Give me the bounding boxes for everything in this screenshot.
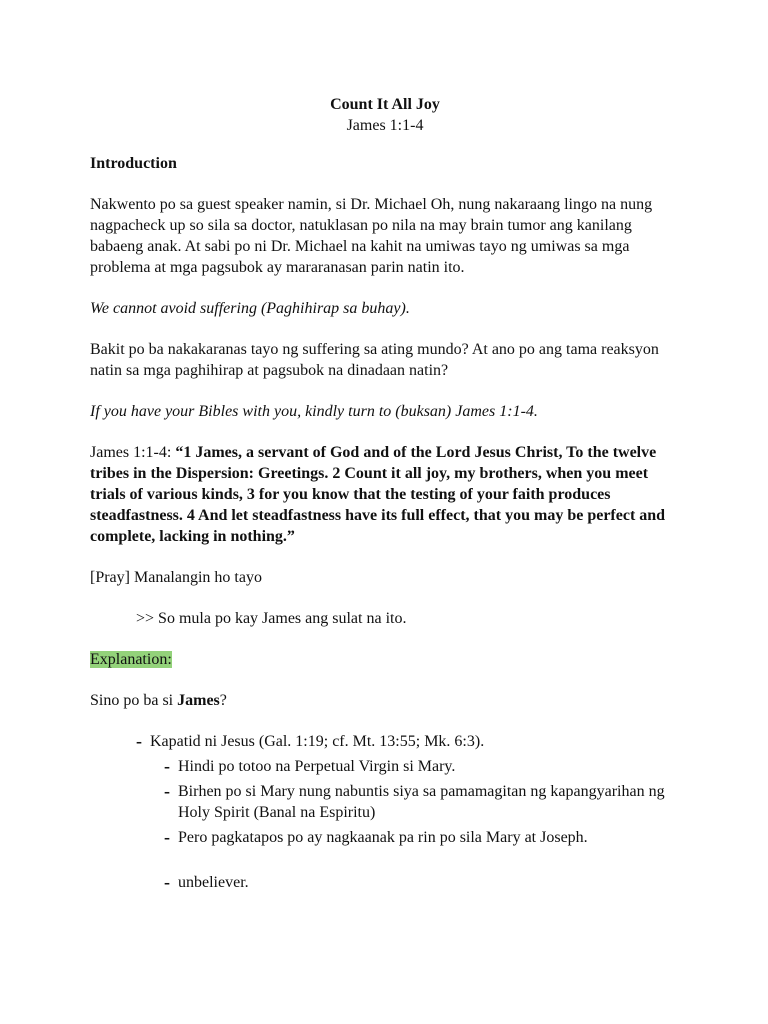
who-question-name: James	[177, 692, 220, 709]
bible-instruction: If you have your Bibles with you, kindly turn to (buksan) James 1:1-4.	[90, 403, 538, 420]
title-block	[90, 94, 680, 136]
sub-list-item: - Birhen po si Mary nung nabuntis siya sa pamamagitan ng kapangyarihan ng Holy Spirit (Banal na Espiritu)	[164, 781, 680, 823]
who-question-suffix: ?	[219, 692, 227, 709]
explanation-paragraph	[90, 649, 680, 670]
pray-line: [Pray] Manalangin ho tayo	[90, 569, 262, 586]
sub-list-item: - unbeliever.	[164, 872, 680, 893]
intro-heading: Introduction	[90, 155, 177, 172]
question-paragraph: Bakit po ba nakakaranas tayo ng suffering sa ating mundo? At ano po ang tama reaksyon natin sa mga paghihirap at pagsubok na dinadaan natin?	[90, 341, 659, 379]
explanation-label: Explanation:	[90, 651, 172, 668]
sub-list-item: - Pero pagkatapos po ay nagkaanak pa rin po sila Mary at Joseph.	[164, 827, 680, 848]
document-page	[90, 94, 680, 897]
sub-list	[150, 756, 680, 893]
james-list	[90, 731, 680, 893]
list-item-text: Kapatid ni Jesus (Gal. 1:19; cf. Mt. 13:55; Mk. 6:3).	[150, 733, 485, 750]
scripture-text: “1 James, a servant of God and of the Lord Jesus Christ, To the twelve tribes in the Dispersion: Greetings. 2 Count it all joy, my brothers, when you meet trials of various kinds, 3 for you know that the testing of your faith produces steadfastness. 4 And let steadfastness have its full effect, that you may be perfect and complete, lacking in nothing.”	[90, 444, 666, 545]
suffering-line: We cannot avoid suffering (Paghihirap sa buhay).	[90, 300, 410, 317]
list-item	[136, 731, 680, 893]
scripture-paragraph	[90, 442, 680, 547]
scripture-reference: James 1:1-4	[346, 117, 424, 134]
intro-paragraph: Nakwento po sa guest speaker namin, si Dr. Michael Oh, nung nakaraang lingo na nung nagpacheck up so sila sa doctor, natuklasan po nila na may brain tumor ang kanilang babaeng anak. At sabi po ni Dr. Michael na kahit na umiwas tayo ng umiwas sa mga problema at mga pagsubok ay mararanasan parin natin ito.	[90, 196, 653, 276]
who-question	[90, 690, 680, 711]
sub-list-item: - Hindi po totoo na Perpetual Virgin si Mary.	[164, 756, 680, 777]
document-title: Count It All Joy	[330, 96, 440, 113]
indented-line: >> So mula po kay James ang sulat na ito.	[136, 610, 407, 627]
who-question-prefix: Sino po ba si	[90, 692, 178, 709]
scripture-label: James 1:1-4:	[90, 444, 176, 461]
